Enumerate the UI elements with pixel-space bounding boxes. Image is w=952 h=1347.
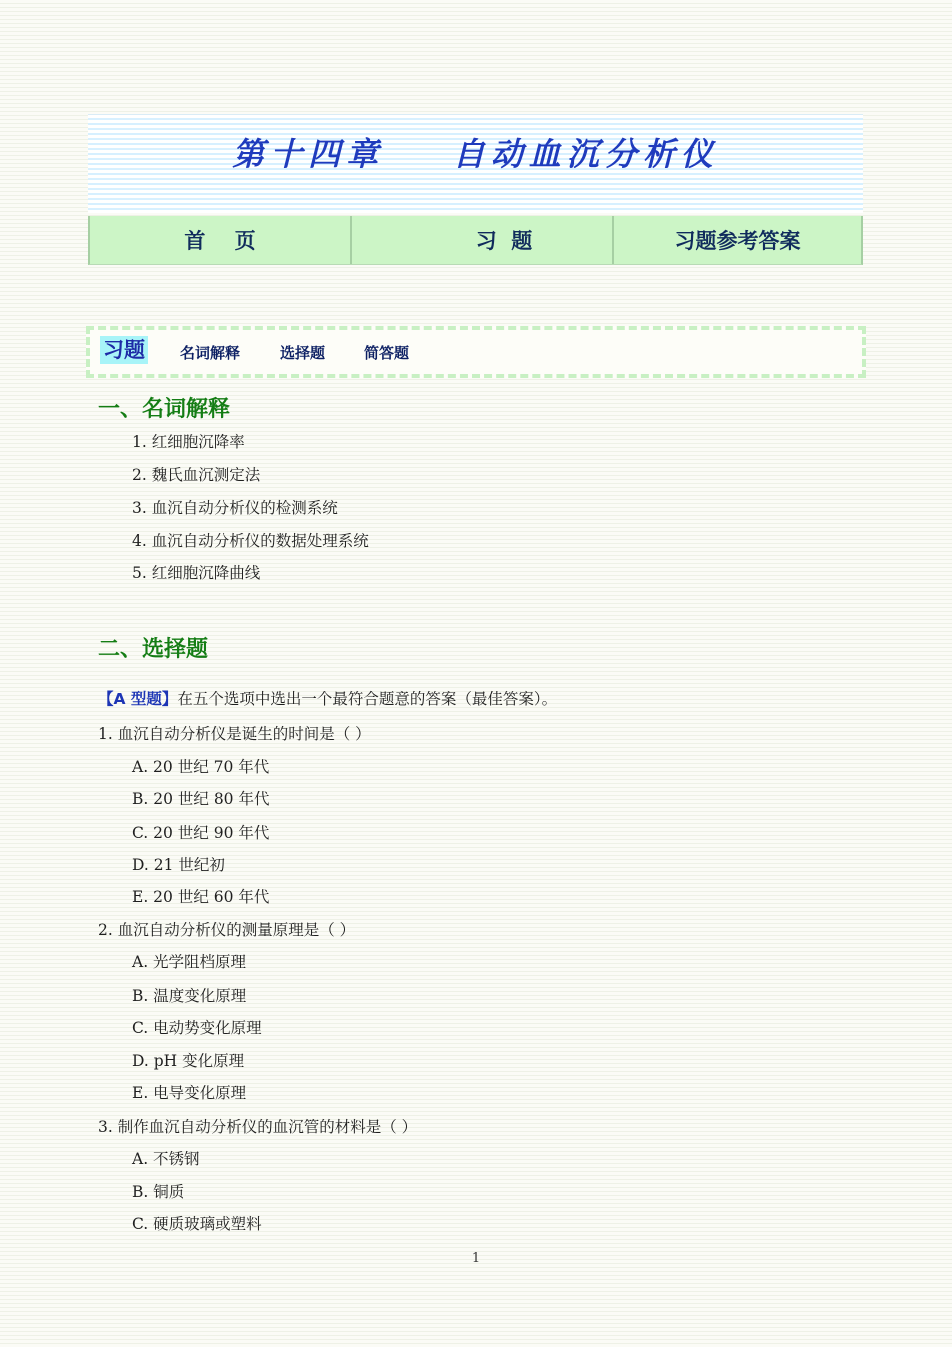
question-option: E. 电导变化原理	[132, 1084, 247, 1102]
chapter-title-banner	[88, 114, 863, 213]
question-option: D. 21 世纪初	[132, 856, 225, 874]
nav-home[interactable]: 首 页	[90, 216, 352, 264]
nav-answers[interactable]: 习题参考答案	[674, 229, 801, 253]
question-option: C. 硬质玻璃或塑料	[132, 1215, 262, 1233]
page-number: 1	[471, 1251, 481, 1266]
chapter-title: 第十四章 自动血沉分析仪	[232, 135, 719, 173]
list-item: 4. 血沉自动分析仪的数据处理系统	[132, 532, 369, 550]
question-option: A. 20 世纪 70 年代	[132, 758, 270, 776]
list-item: 2. 魏氏血沉测定法	[132, 466, 261, 484]
section-heading-choice: 二、选择题	[98, 637, 209, 662]
list-item: 1. 红细胞沉降率	[132, 433, 245, 451]
subnav-link-short-answer[interactable]: 简答题	[364, 344, 410, 362]
nav-exercises[interactable]: 习 题	[352, 216, 614, 264]
subnav-link-terms[interactable]: 名词解释	[180, 344, 241, 362]
section-heading-terms: 一、名词解释	[98, 397, 231, 422]
question-option: B. 铜质	[132, 1183, 185, 1201]
question-type-line	[98, 687, 557, 709]
list-item: 5. 红细胞沉降曲线	[132, 564, 261, 582]
question-option: C. 电动势变化原理	[132, 1019, 262, 1037]
question-option: E. 20 世纪 60 年代	[132, 888, 270, 906]
top-nav	[88, 216, 863, 265]
subnav-link-choice[interactable]: 选择题	[280, 344, 326, 362]
question-option: A. 光学阻档原理	[132, 953, 247, 971]
question-option: D. pH 变化原理	[132, 1052, 245, 1070]
question-type-tag: 【A 型题】	[98, 690, 178, 708]
question-option: C. 20 世纪 90 年代	[132, 824, 270, 842]
question-text: 3. 制作血沉自动分析仪的血沉管的材料是（ ）	[98, 1118, 418, 1136]
question-option: B. 温度变化原理	[132, 987, 247, 1005]
exercise-subnav	[86, 326, 866, 378]
question-option: A. 不锈钢	[132, 1150, 200, 1168]
question-text: 2. 血沉自动分析仪的测量原理是（ ）	[98, 921, 356, 939]
question-text: 1. 血沉自动分析仪是诞生的时间是（ ）	[98, 725, 371, 743]
list-item: 3. 血沉自动分析仪的检测系统	[132, 499, 338, 517]
question-type-desc: 在五个选项中选出一个最符合题意的答案（最佳答案）。	[177, 690, 558, 708]
subnav-title: 习题	[100, 336, 148, 364]
question-option: B. 20 世纪 80 年代	[132, 790, 270, 808]
